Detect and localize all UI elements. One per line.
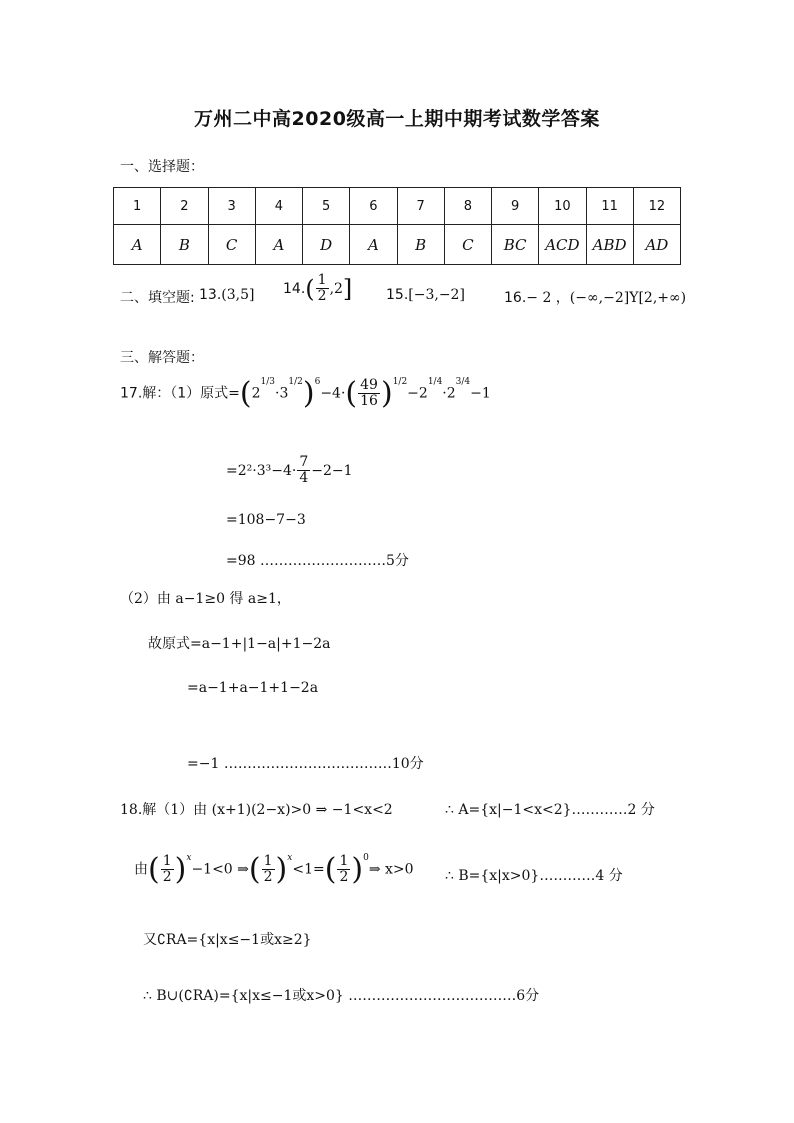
- section-choice-heading: 一、选择题：: [120, 159, 204, 175]
- question-number-cell: 10: [539, 188, 586, 225]
- answer-row: [114, 225, 681, 265]
- answer-cell: C: [208, 225, 255, 265]
- answer-cell: ACD: [539, 225, 586, 265]
- question-number-cell: 4: [255, 188, 302, 225]
- answer-cell: ABD: [586, 225, 633, 265]
- question-number-cell: 6: [350, 188, 397, 225]
- section-fill-heading: 二、填空题:: [120, 290, 195, 306]
- answer-cell: B: [161, 225, 208, 265]
- q18-line1-result: ∴ A={x|−1<x<2}…………2 分: [445, 802, 655, 818]
- q16-answer: 16.− 2 ，(−∞,−2]Y[2,+∞): [504, 290, 687, 306]
- choice-answer-table: [113, 187, 681, 265]
- question-number-cell: 11: [586, 188, 633, 225]
- q17-part2-line2: 故原式=a−1+|1−a|+1−2a: [148, 636, 331, 652]
- section-solve-heading: 三、解答题：: [120, 350, 204, 366]
- question-number-cell: 12: [633, 188, 680, 225]
- q17-line2: =2²·3³−4· $\frac{7}{4}$ −2−1: [226, 454, 353, 487]
- answer-cell: C: [444, 225, 491, 265]
- question-number-cell: 2: [161, 188, 208, 225]
- question-number-cell: 3: [208, 188, 255, 225]
- answer-cell: D: [303, 225, 350, 265]
- question-number-cell: 5: [303, 188, 350, 225]
- answer-cell: A: [114, 225, 161, 265]
- page-title: 万州二中高2020级高一上期中期考试数学答案: [194, 108, 600, 130]
- q15-answer: 15.[−3,−2]: [386, 287, 465, 303]
- answer-cell: A: [350, 225, 397, 265]
- question-number-cell: 1: [114, 188, 161, 225]
- answer-cell: BC: [492, 225, 539, 265]
- answer-cell: AD: [633, 225, 680, 265]
- q18-line2: 由( $\frac{1}{2}$ )$^x$−1<0 ⇒( $\frac{1}{2}$ )$^x$<1=( $\frac{1}{2}$ )$^0$⇒ x>0: [134, 852, 414, 887]
- q14-answer: 14.( $\frac{1}{2}$ ,2]: [283, 272, 353, 305]
- answer-cell: B: [397, 225, 444, 265]
- q17-part2-line1: （2）由 a−1≥0 得 a≥1，: [120, 591, 291, 607]
- q17-line3: =108−7−3: [226, 512, 306, 528]
- answer-cell: A: [255, 225, 302, 265]
- q18-line2-result: ∴ B={x|x>0}…………4 分: [445, 868, 623, 884]
- q18-line3: 又∁RA={x|x≤−1或x≥2}: [143, 932, 312, 948]
- question-number-cell: 8: [444, 188, 491, 225]
- q13-answer: 13.(3,5]: [199, 287, 255, 303]
- q17-line4: =98 ………………………5分: [226, 553, 409, 569]
- question-number-row: [114, 188, 681, 225]
- q18-line4: ∴ B∪(∁RA)={x|x≤−1或x>0} ………………………………6分: [143, 988, 540, 1004]
- q17-part2-line4: =−1 ………………………………10分: [187, 756, 424, 772]
- q17-part2-line3: =a−1+a−1+1−2a: [187, 680, 319, 696]
- q17-part1-expression: 17.解：（1）原式$=(2^{1/3}\cdot 3^{1/2})^6-4\cdot$( $\frac{49}{16}$ )$^{1/2}-2^{1/4}\cdot 2^{3/4}-1$: [120, 376, 491, 411]
- question-number-cell: 9: [492, 188, 539, 225]
- q18-line1: 18.解（1）由 (x+1)(2−x)>0 ⇒ −1<x<2: [120, 802, 393, 818]
- question-number-cell: 7: [397, 188, 444, 225]
